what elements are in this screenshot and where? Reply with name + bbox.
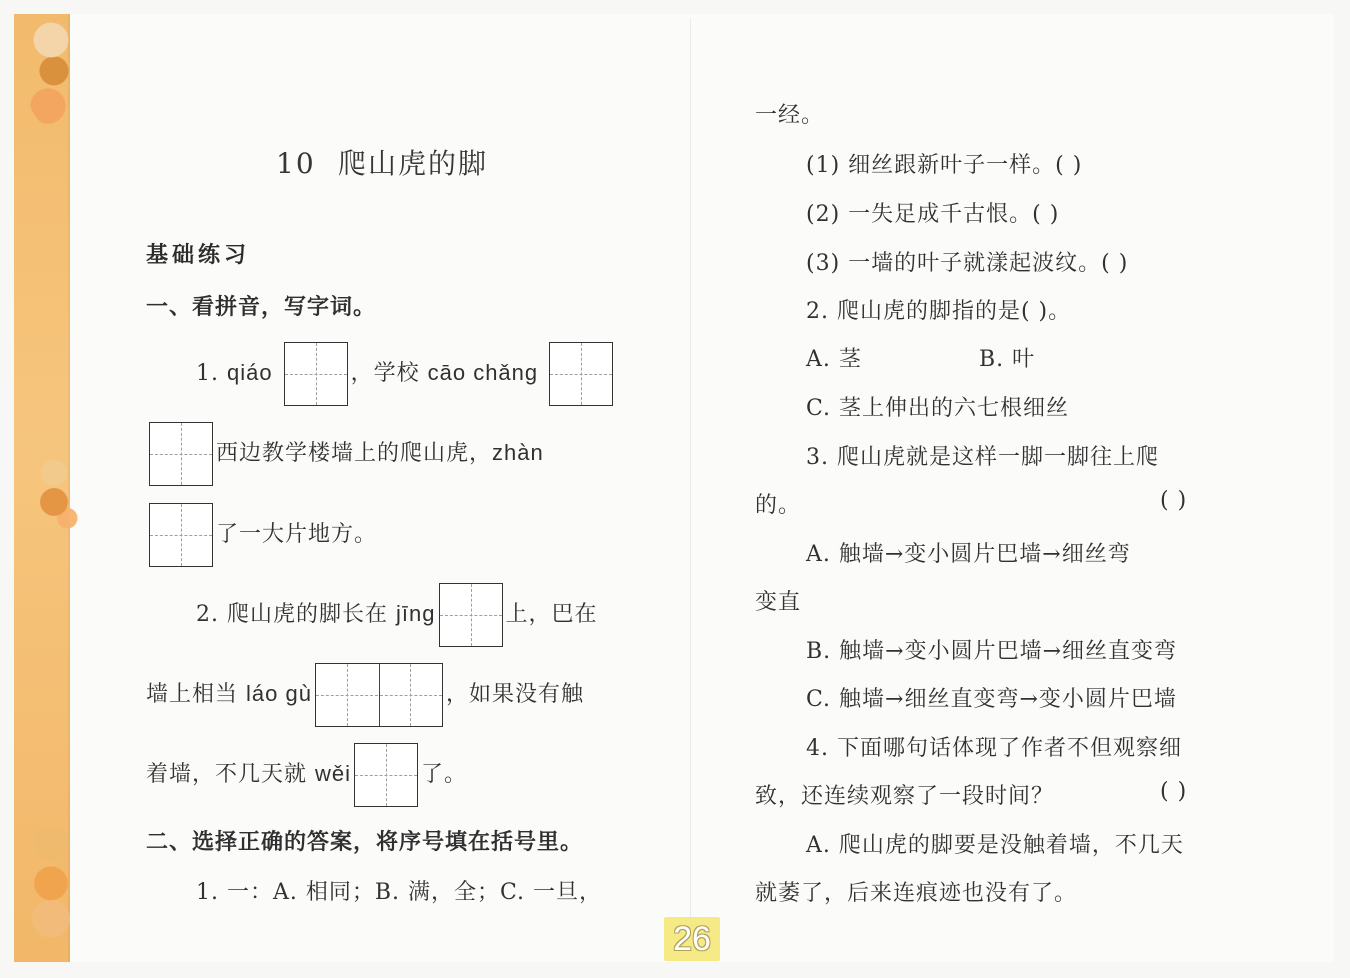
writing-box-1[interactable] — [284, 342, 348, 406]
question-text: (3) 一墙的叶子就漾起波纹。( ) — [806, 251, 1129, 276]
writing-box-6[interactable] — [315, 663, 443, 727]
pinyin-text: wěi — [315, 761, 352, 786]
section-one-heading: 一、看拼音，写字词。 — [146, 294, 377, 320]
lesson-title — [276, 142, 488, 182]
question-text: ，如果没有触 — [445, 682, 584, 707]
writing-box-4[interactable] — [149, 503, 213, 567]
right-question-3-line-1: 3. 爬山虎就是这样一脚一脚往上爬 — [806, 445, 1159, 470]
right-line-1: 一经。 — [755, 103, 825, 128]
lesson-title-text: 爬山虎的脚 — [338, 147, 489, 180]
writing-box-3[interactable] — [149, 422, 213, 486]
choice-item-1: 1. 一：A. 相同；B. 满，全；C. 一旦， — [196, 880, 603, 905]
right-option-a-line-1: A. 触墙→变小圆片巴墙→细丝弯 — [806, 542, 1131, 567]
question-1-line-2 — [146, 422, 544, 486]
page-number-badge: 26 — [664, 917, 720, 961]
writing-box-5[interactable] — [439, 583, 503, 647]
writing-box-guide — [410, 664, 411, 726]
right-option-c: C. 茎上伸出的六七根细丝 — [806, 396, 1070, 421]
page-content-area — [70, 14, 1334, 962]
right-question-1-1 — [806, 148, 1082, 179]
writing-box-divider — [379, 664, 380, 726]
right-question-3-line-2: 的。 — [755, 493, 802, 518]
right-question-4-line-2: 致，还连续观察了一段时间？ — [755, 784, 1055, 809]
right-option-a-line-4: 就萎了，后来连痕迹也没有了。 — [755, 881, 1078, 906]
basic-practice-heading: 基础练习 — [146, 242, 251, 268]
right-question-1-3 — [806, 246, 1128, 277]
right-question-3-blank: ( ) — [1160, 488, 1188, 513]
right-question-4-line-1: 4. 下面哪句话体现了作者不但观察细 — [806, 736, 1182, 761]
page-divider — [690, 18, 691, 948]
tiger-icon — [20, 822, 82, 940]
pinyin-text: jīng — [396, 601, 436, 626]
question-text: ，学校 — [350, 361, 420, 386]
question-number: 1. — [196, 361, 219, 386]
right-option-a: A. 茎 — [806, 347, 862, 372]
pinyin-text: qiáo — [227, 360, 273, 385]
question-text: 爬山虎的脚长在 — [227, 602, 389, 627]
section-two-heading: 二、选择正确的答案，将序号填在括号里。 — [146, 829, 584, 855]
question-text: (1) 细丝跟新叶子一样。( ) — [806, 153, 1083, 178]
right-question-1-2 — [806, 197, 1059, 228]
pinyin-text: cāo chǎng — [427, 360, 539, 385]
right-option-c-line: C. 触墙→细丝直变弯→变小圆片巴墙 — [806, 687, 1177, 712]
question-text: 西边教学楼墙上的爬山虎， — [216, 441, 493, 466]
question-1-line-1 — [196, 342, 616, 406]
pinyin-text: zhàn — [492, 440, 544, 465]
right-option-a-line-2: 变直 — [755, 590, 802, 615]
right-option-a-line-3: A. 爬山虎的脚要是没触着墙，不几天 — [806, 833, 1184, 858]
question-text: 上，巴在 — [505, 602, 598, 627]
rabbit-icon — [24, 18, 84, 128]
question-2-line-3 — [146, 743, 467, 807]
question-1-line-3 — [146, 503, 377, 567]
right-option-b: B. 叶 — [979, 347, 1036, 372]
question-text: 了一大片地方。 — [216, 522, 378, 547]
pinyin-text: láo gù — [246, 681, 312, 706]
right-question-2: 2. 爬山虎的脚指的是( )。 — [806, 299, 1072, 324]
question-text: (2) 一失足成千古恨。( ) — [806, 202, 1060, 227]
question-number: 2. — [196, 602, 219, 627]
question-text: 着墙，不几天就 — [146, 762, 308, 787]
right-question-4-blank: ( ) — [1160, 779, 1188, 804]
question-2-line-1 — [196, 583, 598, 647]
lesson-number: 10 — [276, 147, 316, 180]
cat-icon — [24, 448, 84, 538]
writing-box-7[interactable] — [354, 743, 418, 807]
writing-box-2[interactable] — [549, 342, 613, 406]
question-text: 墙上相当 — [146, 682, 239, 707]
question-text: 了。 — [421, 762, 468, 787]
question-2-line-2 — [146, 663, 584, 727]
right-option-b-line: B. 触墙→变小圆片巴墙→细丝直变弯 — [806, 639, 1178, 664]
